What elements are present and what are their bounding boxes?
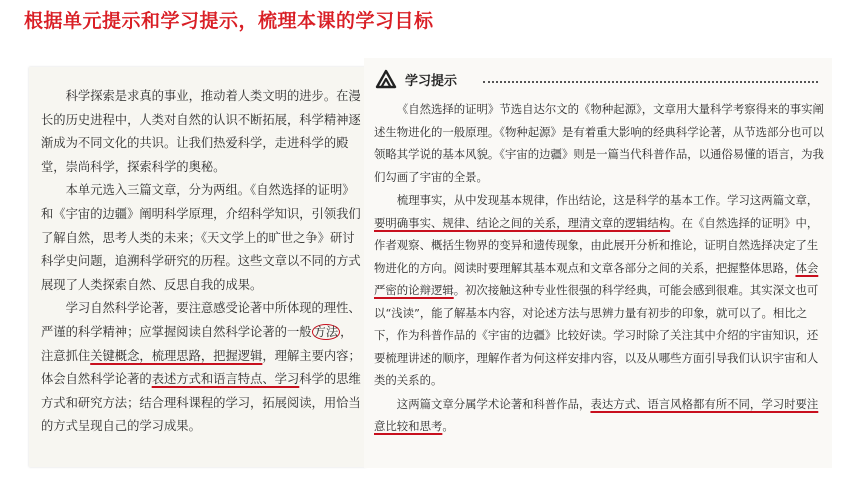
- slide-title: 根据单元提示和学习提示，梳理本课的学习目标: [24, 10, 434, 32]
- intro-paragraph-1: 科学探索是求真的事业，推动着人类文明的进步。在漫长的历史进程中，人类对自然的认识不断拓展，科学精神逐渐成为不同文化的共识。让我们热爱科学，走进科学的殿堂，崇尚科学，探索科学的奥秘。: [41, 89, 361, 174]
- tips-paragraph-1: 《自然选择的证明》节选自达尔文的《物种起源》，文章用大量科学考察得来的事实阐述生物进化的一般原理。《物种起源》是有着重大影响的经典科学论著，从节选部分也可以领略其学说的基本风貌。《宇宙的边疆》则是一篇当代科普作品，以通俗易懂的语言，为我们勾画了宇宙的全景。: [374, 102, 824, 184]
- p3-text-mid1: ，注意抓住: [41, 324, 353, 363]
- circled-keyword: 方法: [313, 324, 339, 339]
- study-tips-header: [375, 68, 825, 92]
- tips-p2-before: 梳理事实，从中发现基本规律，作出结论，这是科学的基本工作。学习这两篇文章，: [396, 193, 819, 207]
- intro-paragraph-3: [41, 297, 361, 439]
- underlined-key-phrase-1: 关键概念，梳理思路，把握逻辑: [90, 348, 263, 363]
- tips-p2-after: 。初次接触这种专业性很强的科学经典，可能会感到很难。其实深文也可以“浅读”，能了解基本内容，对论述方法与思辨力量有初步的印象，就可以了。相比之下，作为科普作品的《宇宙的边疆》比较好读。学习时除了关注其中介绍的宇宙知识，还要梳理讲述的顺序，理解作者为何这样安排内容，以及从哪些方面引导我们认识宇宙和人类的关系的。: [374, 283, 819, 387]
- tips-p3-after: 。: [442, 419, 454, 433]
- study-tips-page: [364, 58, 832, 468]
- p3-text-after: 科学的思维方式和研究方法；结合理科课程的学习，拓展阅读，用恰当的方式呈现自己的学习成果。: [41, 372, 361, 434]
- tips-p3-before: 这两篇文章分属学术论著和科普作品，: [396, 396, 591, 411]
- study-tips-text: [374, 98, 826, 438]
- tips-p2-mid: 。在《自然选择的证明》中，作者观察、概括生物界的变异和遗传现象，由此展开分析和推论，证明自然选择决定了生物进化的方向。阅读时要理解其基本观点和文章各部分之间的关系，把握整体思路，: [374, 215, 819, 275]
- dotted-divider: [483, 81, 818, 83]
- unit-intro-text: [41, 85, 361, 439]
- unit-intro-page: [29, 67, 366, 467]
- study-tips-heading: 学习提示: [405, 74, 458, 89]
- underlined-key-phrase-4: 体会严密的论辩逻辑: [374, 260, 819, 297]
- underlined-key-phrase-5: 表达方式、语言风格都有所不同，学习时要注意比较和思考: [374, 396, 819, 433]
- intro-paragraph-2: 本单元选入三篇文章，分为两组。《自然选择的证明》和《宇宙的边疆》阐明科学原理，介绍科学知识，引领我们了解自然，思考人类的未来；《天文学上的旷世之争》研讨科学史问题，追溯科学研究的历程。这些文章以不同的方式展现了人类探索自然、反思自我的成果。: [41, 183, 361, 292]
- tips-paragraph-3: [374, 393, 826, 438]
- tips-paragraph-2: [374, 189, 826, 392]
- underlined-key-phrase-3: 要明确事实、规律、结论之间的关系，理清文章的逻辑结构: [374, 215, 671, 230]
- p3-text-before: 学习自然科学论著，要注意感受论著中所体现的理性、严谨的科学精神；应掌握阅读自然科学论著的一般: [41, 301, 361, 339]
- study-tips-icon: [375, 68, 397, 90]
- p3-text-mid2: ，理解主要内容；体会自然科学论著的: [41, 348, 361, 387]
- underlined-key-phrase-2: 表述方式和语言特点、学习: [151, 372, 300, 387]
